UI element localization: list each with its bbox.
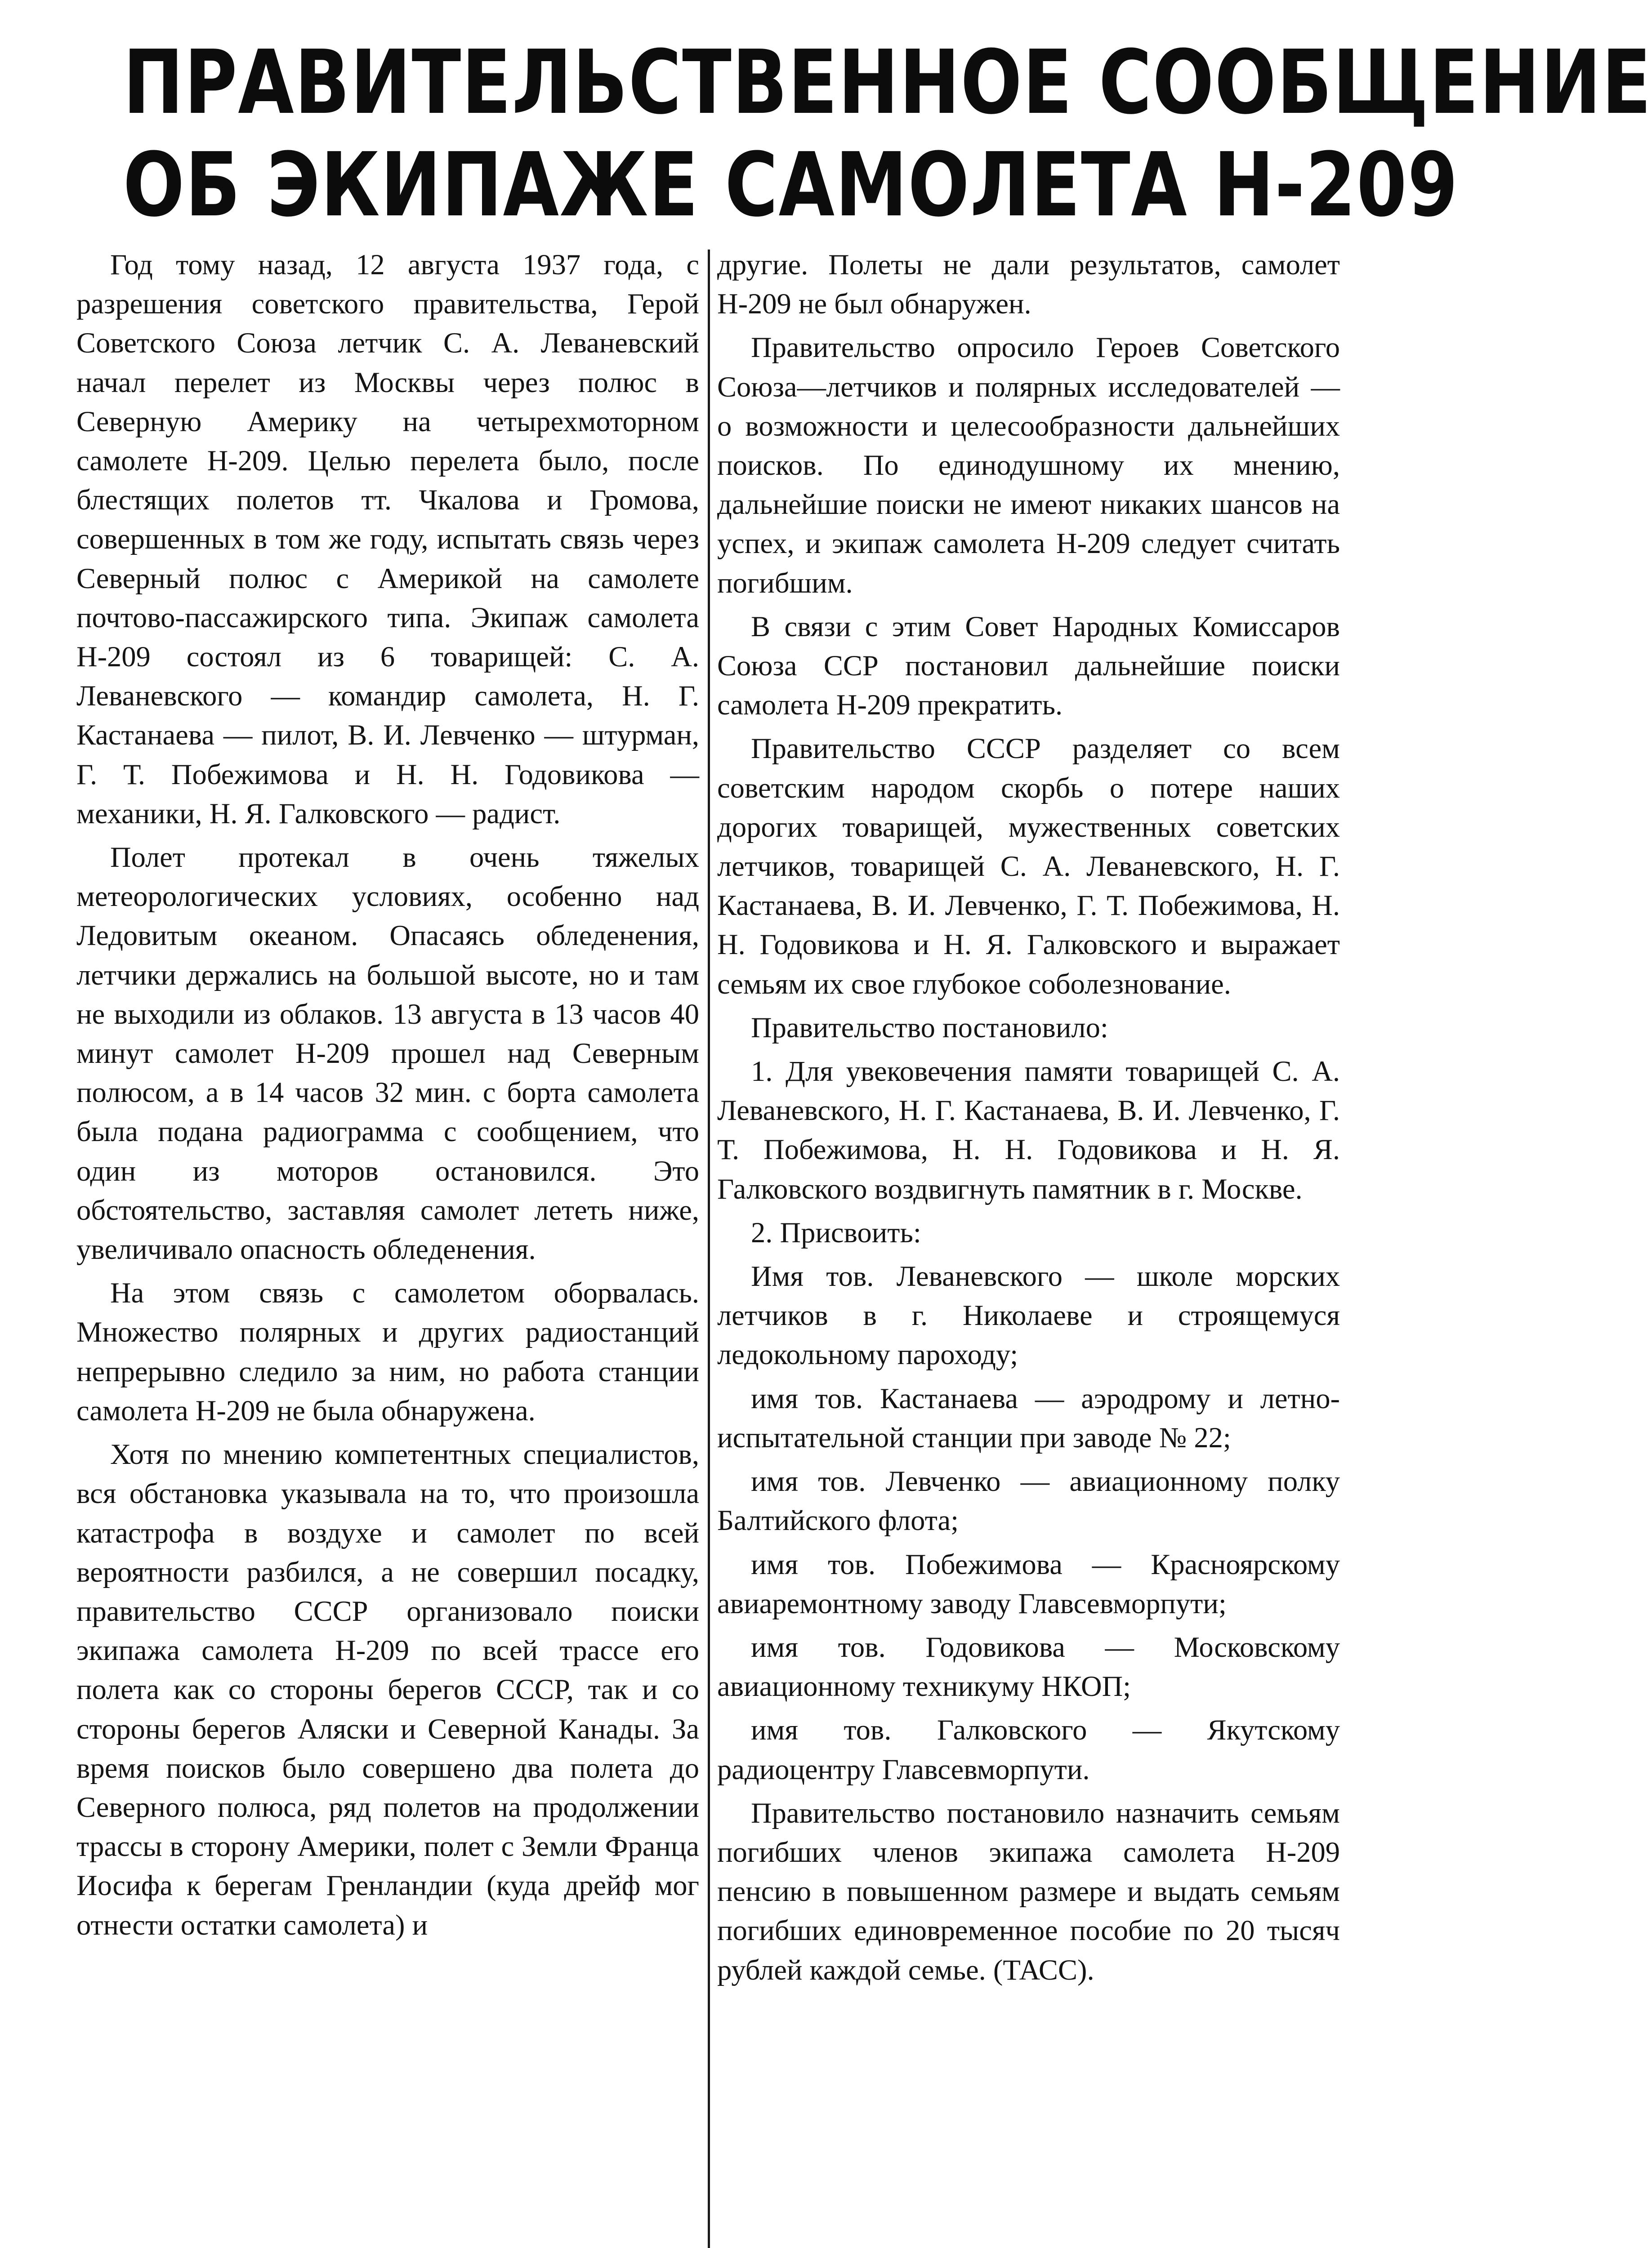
left-column	[76, 245, 699, 1949]
paragraph: Правительство СССР разделяет со всем советским народом скорбь о потере наших дорогих товарищей, мужественных советских летчиков, товарищей С. А. Леваневского, Н. Г. Кастанаева, В. И. Левченко, Г. Т. Побежимова, Н. Н. Годовикова и Н. Я. Галковского и выражает семьям их свое глубокое соболезнование.	[717, 732, 1340, 1000]
paragraph: Год тому назад, 12 августа 1937 года, с разрешения советского правительства, Герой Советского Союза летчик С. А. Леваневский начал перелет из Москвы через полюс в Северную Америку на четырехмоторном самолете Н-209. Целью перелета было, после блестящих полетов тт. Чкалова и Громова, совершенных в том же году, испытать связь через Северный полюс с Америкой на самолете почтово-пассажирского типа. Экипаж самолета Н-209 состоял из 6 товарищей: С. А. Леваневского — командир самолета, Н. Г. Кастанаева — пилот, В. И. Левченко — штурман, Г. Т. Побежимова и Н. Н. Годовикова — механики, Н. Я. Галковского — радист.	[76, 249, 699, 830]
paragraph: Хотя по мнению компетентных специалистов, вся обстановка указывала на то, что произошла катастрофа в воздухе и самолет по всей вероятности разбился, а не совершил посадку, правительство СССР организовало поиски экипажа самолета Н-209 по всей трассе его полета как со стороны берегов СССР, так и со стороны берегов Аляски и Северной Канады. За время поисков было совершено два полета до Северного полюса, ряд полетов на продолжении трассы в сторону Америки, полет с Земли Франца Иосифа к берегам Гренландии (куда дрейф мог отнести остатки самолета) и	[76, 1438, 699, 1941]
paragraph: Имя тов. Леваневского — школе морских летчиков в г. Николаеве и строящемуся ледокольному пароходу;	[717, 1260, 1340, 1371]
paragraph: имя тов. Побежимова — Красноярскому авиаремонтному заводу Главсевморпути;	[717, 1548, 1340, 1619]
paragraph: имя тов. Годовикова — Московскому авиационному техникуму НКОП;	[717, 1631, 1340, 1703]
paragraph: В связи с этим Совет Народных Комиссаров Союза ССР постановил дальнейшие поиски самолета Н-209 прекратить.	[717, 610, 1340, 721]
paragraph: Правительство постановило:	[751, 1011, 1108, 1044]
paragraph: имя тов. Левченко — авиационному полку Балтийского флота;	[717, 1465, 1340, 1537]
paragraph: другие. Полеты не дали результатов, самолет Н-209 не был обнаружен.	[717, 249, 1340, 320]
headline-line-2: ОБ ЭКИПАЖЕ САМОЛЕТА Н-209	[123, 134, 1459, 236]
right-column	[717, 245, 1340, 1994]
paragraph: имя тов. Галковского — Якутскому радиоцентру Главсевморпути.	[717, 1714, 1340, 1785]
paragraph: 2. Присвоить:	[751, 1216, 921, 1249]
column-divider	[708, 250, 710, 2248]
headline-line-1: ПРАВИТЕЛЬСТВЕННОЕ СООБЩЕНИЕ	[123, 31, 1652, 134]
paragraph: На этом связь с самолетом оборвалась. Множество полярных и других радиостанций непрерывно следило за ним, но работа станции самолета Н-209 не была обнаружена.	[76, 1277, 699, 1427]
paragraph: 1. Для увековечения памяти товарищей С. А. Леваневского, Н. Г. Кастанаева, В. И. Левченко, Г. Т. Побежимова, Н. Н. Годовикова и Н. Я. Галковского воздвигнуть памятник в г. Москве.	[717, 1055, 1340, 1205]
paragraph: Полет протекал в очень тяжелых метеорологических условиях, особенно над Ледовитым океаном. Опасаясь обледенения, летчики держались на большой высоте, но и там не выходили из облаков. 13 августа в 13 часов 40 минут самолет Н-209 прошел над Северным полюсом, а в 14 часов 32 мин. с борта самолета была подана радиограмма с сообщением, что один из моторов остановился. Это обстоятельство, заставляя самолет лететь ниже, увеличивало опасность обледенения.	[76, 841, 699, 1266]
paragraph: Правительство опросило Героев Советского Союза—летчиков и полярных исследователей — о возможности и целесообразности дальнейших поисков. По единодушному их мнению, дальнейшие поиски не имеют никаких шансов на успех, и экипаж самолета Н-209 следует считать погибшим.	[717, 331, 1340, 599]
paragraph: Правительство постановило назначить семьям погибших членов экипажа самолета Н-209 пенсию в повышенном размере и выдать семьям погибших единовременное пособие по 20 тысяч рублей каждой семье. (ТАСС).	[717, 1797, 1340, 1986]
paragraph: имя тов. Кастанаева — аэродрому и летно-испытательной станции при заводе № 22;	[717, 1382, 1340, 1454]
headline	[123, 31, 1652, 236]
